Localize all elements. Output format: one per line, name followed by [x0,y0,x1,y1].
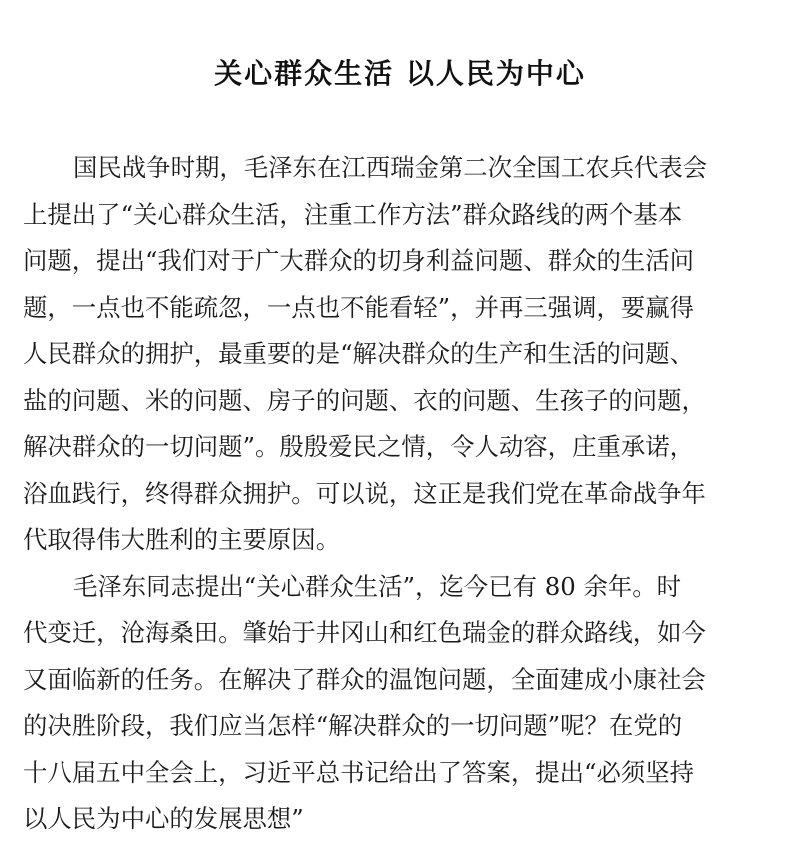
article-body [23,145,783,843]
paragraph-2-line-4: 的决胜阶段，我们应当怎样“解决群众的一切问题”呢？在党的 [23,711,683,740]
paragraph-1-line-5: 人民群众的拥护，最重要的是“解决群众的生产和生活的问题、 [23,339,695,368]
paragraph-2-line-1: 毛泽东同志提出“关心群众生活”，迄今已有 80 余年。时 [73,571,682,601]
paragraph-1-line-3: 问题，提出“我们对于广大群众的切身利益问题、群众的生活问 [23,246,695,275]
paragraph-1-line-8: 浴血践行，终得群众拥护。可以说，这正是我们党在革命战争年 [23,478,706,508]
paragraph-1-line-6: 盐的问题、米的问题、房子的问题、衣的问题、生孩子的问题， [23,385,706,415]
paragraph-1-line-9: 代取得伟大胜利的主要原因。 [23,525,341,554]
paragraph-2-line-5: 十八届五中全会上，习近平总书记给出了答案，提出“必须坚持 [23,757,695,787]
paragraph-2-line-3: 又面临新的任务。在解决了群众的温饱问题，全面建成小康社会 [23,664,706,694]
page-title: 关心群众生活 以人民为中心 [214,57,586,90]
paragraph-1-line-4: 题，一点也不能疏忽，一点也不能看轻”，并再三强调，要赢得 [23,292,695,322]
paragraph-1-line-7: 解决群众的一切问题”。殷殷爱民之情，令人动容，庄重承诺， [23,432,695,461]
paragraph-2-line-6: 以人民为中心的发展思想” [23,804,304,833]
paragraph-2-line-2: 代变迁，沧海桑田。肇始于井冈山和红色瑞金的群众路线，如今 [23,618,706,647]
paragraph-1-line-2: 上提出了“关心群众生活，注重工作方法”群众路线的两个基本 [23,199,683,229]
paragraph-1-line-1: 国民战争时期，毛泽东在江西瑞金第二次全国工农兵代表会 [73,153,708,182]
